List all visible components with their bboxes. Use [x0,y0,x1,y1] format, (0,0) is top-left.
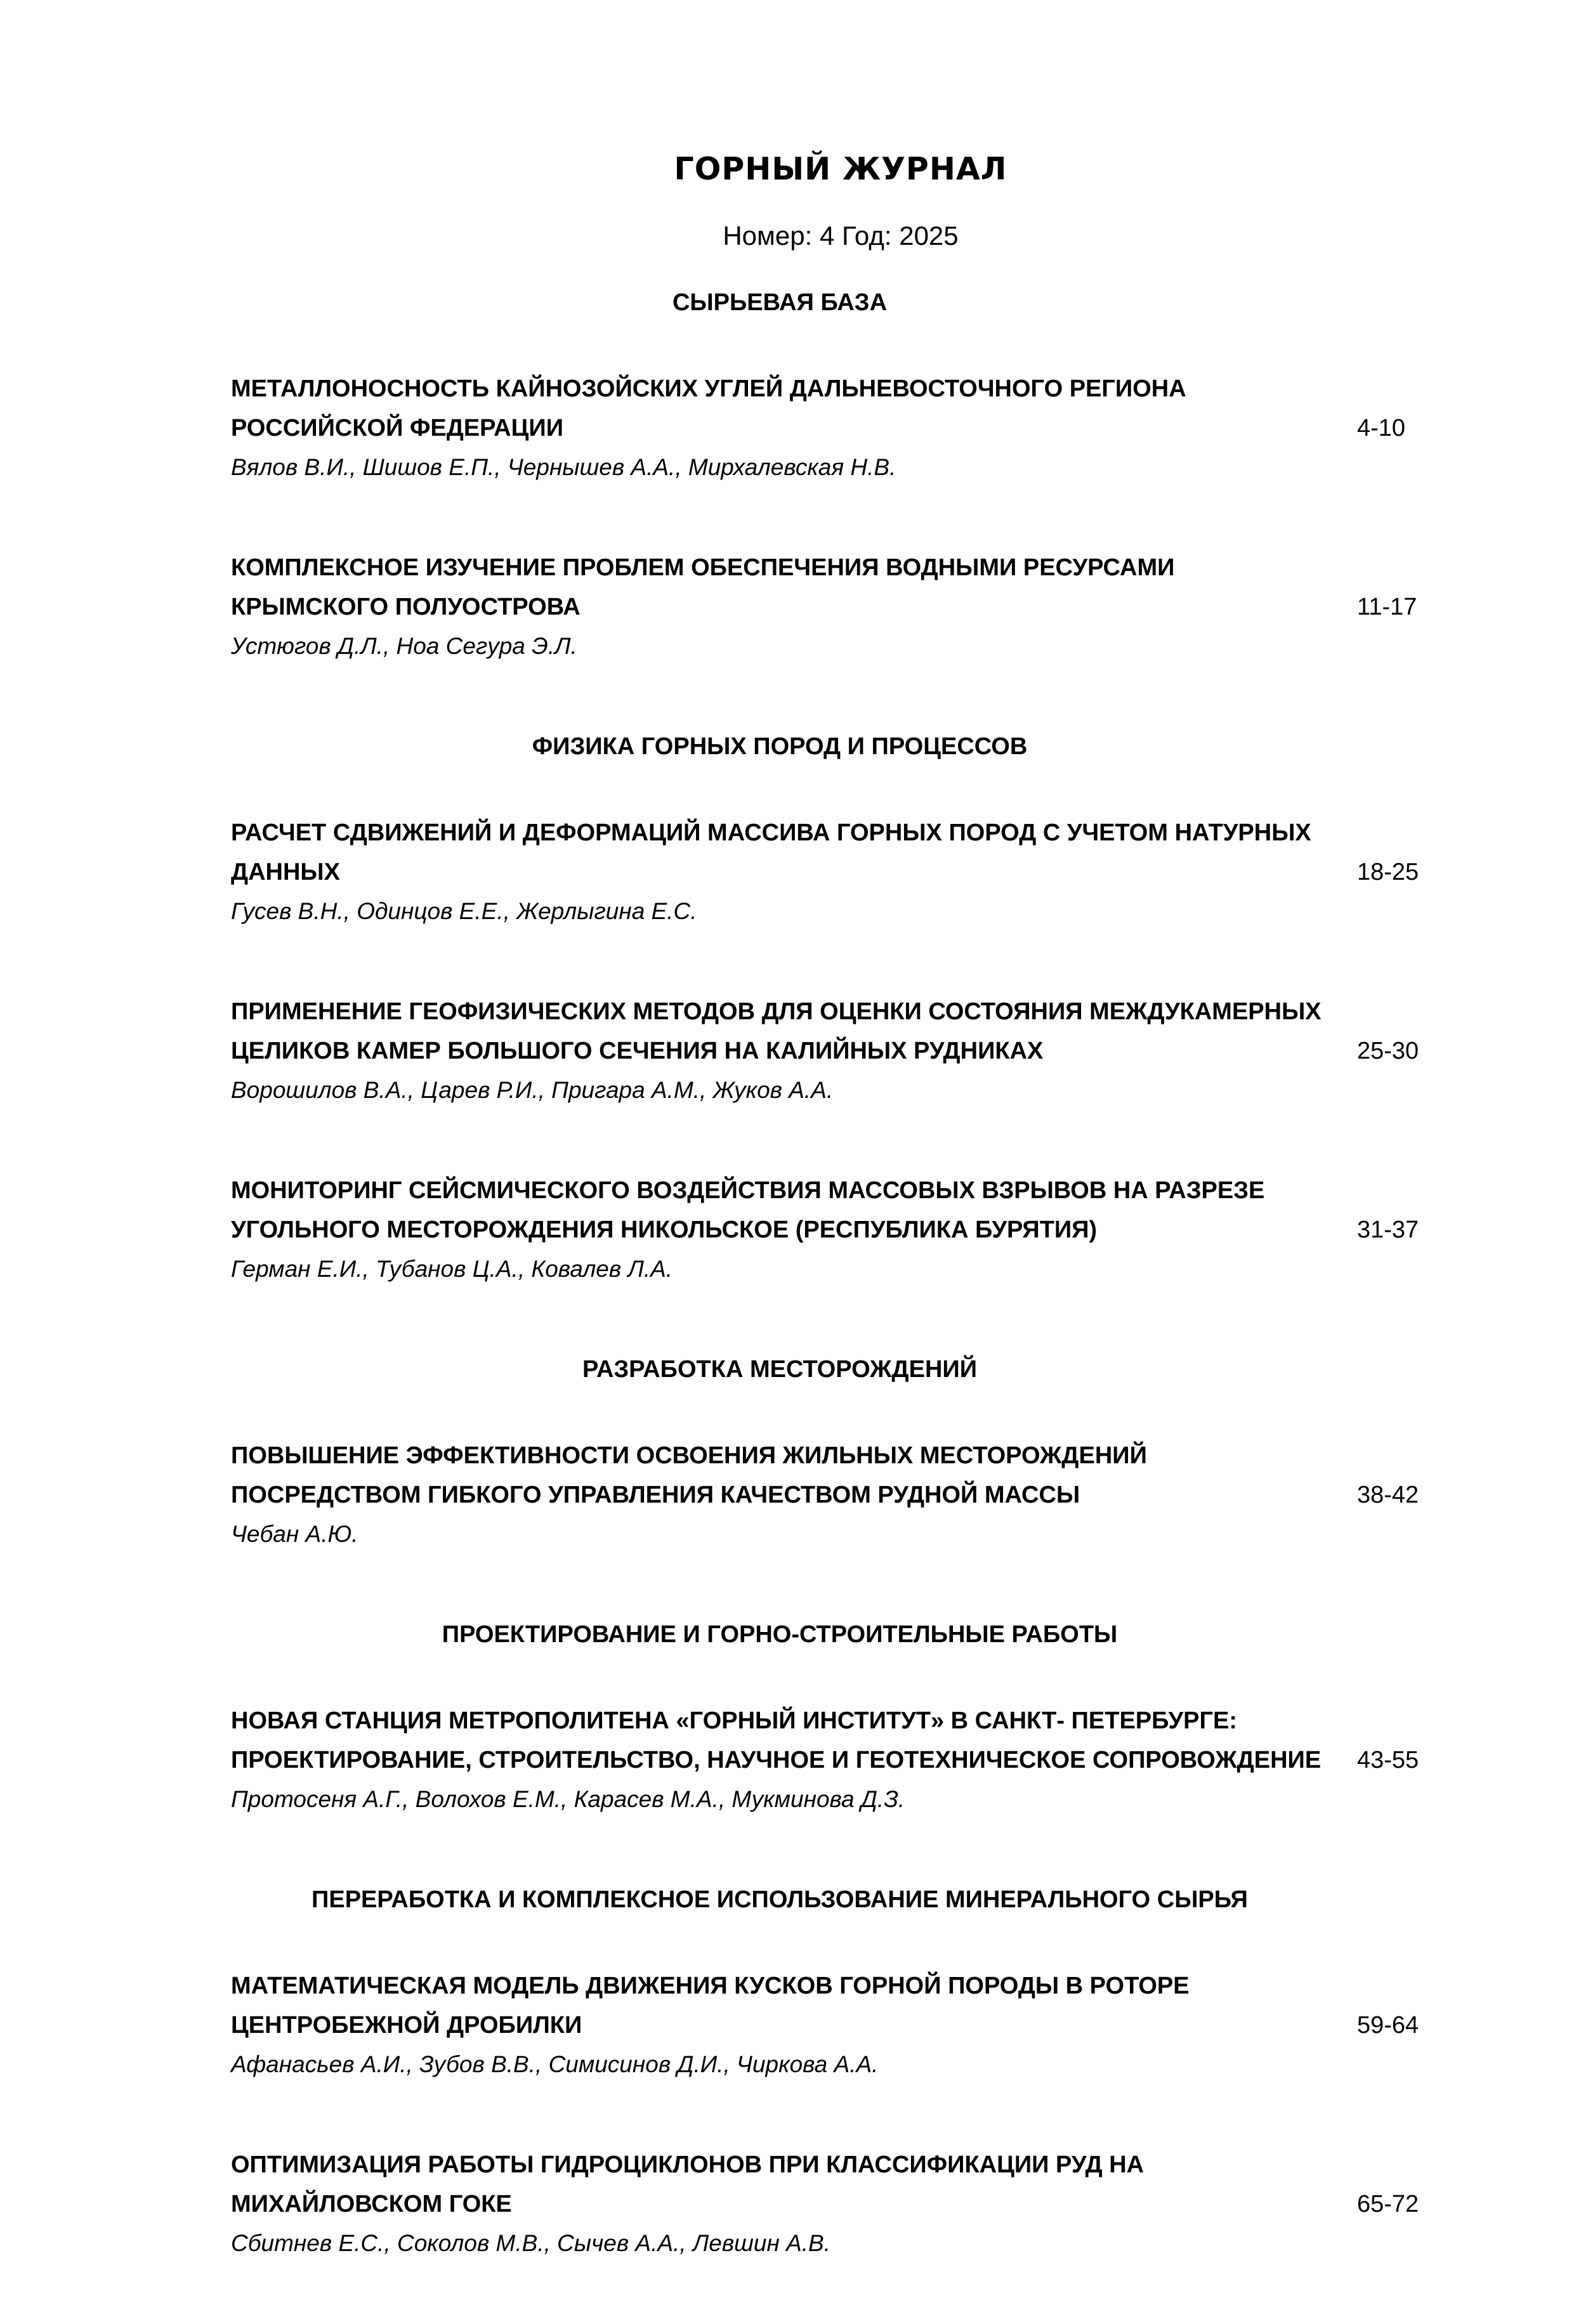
article-entry [231,1171,1427,1289]
journal-title: ГОРНЫЙ ЖУРНАЛ [674,151,1007,187]
issue-line: Номер: 4 Год: 2025 [723,221,959,251]
article-entry [231,992,1427,1110]
article-entry [231,1701,1427,1819]
toc-section [231,1350,1427,1554]
article-pages: 38-42 [1357,1482,1419,1508]
article-authors: Герман Е.И., Тубанов Ц.А., Ковалев Л.А. [231,1256,673,1282]
article-pages: 18-25 [1357,859,1419,885]
article-pages: 43-55 [1357,1747,1419,1773]
article-entry [231,369,1427,487]
article-title: КОМПЛЕКСНОЕ ИЗУЧЕНИЕ ПРОБЛЕМ ОБЕСПЕЧЕНИЯ ВОДНЫМИ РЕСУРСАМИ КРЫМСКОГО ПОЛУОСТРОВА [231,554,1175,620]
article-entry [231,2145,1427,2263]
article-title: ПРИМЕНЕНИЕ ГЕОФИЗИЧЕСКИХ МЕТОДОВ ДЛЯ ОЦЕНКИ СОСТОЯНИЯ МЕЖДУКАМЕРНЫХ ЦЕЛИКОВ КАМЕР БОЛЬШОГО СЕЧЕНИЯ НА КАЛИЙНЫХ РУДНИКАХ [231,998,1322,1064]
toc-section [231,1880,1427,2263]
article-authors: Гусев В.Н., Одинцов Е.Е., Жерлыгина Е.С. [231,898,697,924]
article-title: ПОВЫШЕНИЕ ЭФФЕКТИВНОСТИ ОСВОЕНИЯ ЖИЛЬНЫХ МЕСТОРОЖДЕНИЙ ПОСРЕДСТВОМ ГИБКОГО УПРАВЛЕНИЯ КАЧЕСТВОМ РУДНОЙ МАССЫ [231,1442,1147,1508]
article-title: РАСЧЕТ СДВИЖЕНИЙ И ДЕФОРМАЦИЙ МАССИВА ГОРНЫХ ПОРОД С УЧЕТОМ НАТУРНЫХ ДАННЫХ [231,819,1311,885]
article-pages: 25-30 [1357,1038,1419,1064]
article-pages: 65-72 [1357,2191,1419,2217]
article-entry [231,548,1427,666]
article-authors: Устюгов Д.Л., Ноа Сегура Э.Л. [231,633,577,659]
article-title: МЕТАЛЛОНОСНОСТЬ КАЙНОЗОЙСКИХ УГЛЕЙ ДАЛЬНЕВОСТОЧНОГО РЕГИОНА РОССИЙСКОЙ ФЕДЕРАЦИИ [231,375,1186,441]
article-title: НОВАЯ СТАНЦИЯ МЕТРОПОЛИТЕНА «ГОРНЫЙ ИНСТИТУТ» В САНКТ- ПЕТЕРБУРГЕ: ПРОЕКТИРОВАНИЕ, СТРОИТЕЛЬСТВО, НАУЧНОЕ И ГЕОТЕХНИЧЕСКОЕ СОПРОВОЖДЕНИЕ [231,1707,1322,1773]
article-authors: Афанасьев А.И., Зубов В.В., Симисинов Д.И., Чиркова А.А. [231,2051,879,2077]
section-heading: ПЕРЕРАБОТКА И КОМПЛЕКСНОЕ ИСПОЛЬЗОВАНИЕ МИНЕРАЛЬНОГО СЫРЬЯ [312,1886,1248,1913]
article-authors: Сбитнев Е.С., Соколов М.В., Сычев А.А., Левшин А.В. [231,2230,831,2256]
article-authors: Вялов В.И., Шишов Е.П., Чернышев А.А., Мирхалевская Н.В. [231,454,896,480]
article-pages: 31-37 [1357,1217,1419,1243]
section-heading: ПРОЕКТИРОВАНИЕ И ГОРНО-СТРОИТЕЛЬНЫЕ РАБОТЫ [442,1621,1118,1648]
article-authors: Чебан А.Ю. [231,1521,358,1547]
toc-section [231,1615,1427,1819]
article-pages: 11-17 [1357,594,1417,620]
section-heading: СЫРЬЕВАЯ БАЗА [672,289,888,316]
table-of-contents [231,273,1427,2324]
article-pages: 59-64 [1357,2012,1419,2039]
article-authors: Ворошилов В.А., Царев Р.И., Пригара А.М., Жуков А.А. [231,1077,834,1103]
article-entry [231,813,1427,931]
article-authors: Протосеня А.Г., Волохов Е.М., Карасев М.А., Мукминова Д.З. [231,1786,905,1812]
article-title: МАТЕМАТИЧЕСКАЯ МОДЕЛЬ ДВИЖЕНИЯ КУСКОВ ГОРНОЙ ПОРОДЫ В РОТОРЕ ЦЕНТРОБЕЖНОЙ ДРОБИЛКИ [231,1973,1190,2039]
article-pages: 4-10 [1357,415,1406,441]
article-title: МОНИТОРИНГ СЕЙСМИЧЕСКОГО ВОЗДЕЙСТВИЯ МАССОВЫХ ВЗРЫВОВ НА РАЗРЕЗЕ УГОЛЬНОГО МЕСТОРОЖДЕНИЯ НИКОЛЬСКОЕ (РЕСПУБЛИКА БУРЯТИЯ) [231,1177,1265,1243]
article-entry [231,1966,1427,2084]
toc-section [231,283,1427,666]
section-heading: РАЗРАБОТКА МЕСТОРОЖДЕНИЙ [582,1356,978,1383]
toc-section [231,727,1427,1289]
article-title: ОПТИМИЗАЦИЯ РАБОТЫ ГИДРОЦИКЛОНОВ ПРИ КЛАССИФИКАЦИИ РУД НА МИХАЙЛОВСКОМ ГОКЕ [231,2151,1144,2217]
section-heading: ФИЗИКА ГОРНЫХ ПОРОД И ПРОЦЕССОВ [532,733,1028,760]
article-entry [231,1436,1427,1554]
